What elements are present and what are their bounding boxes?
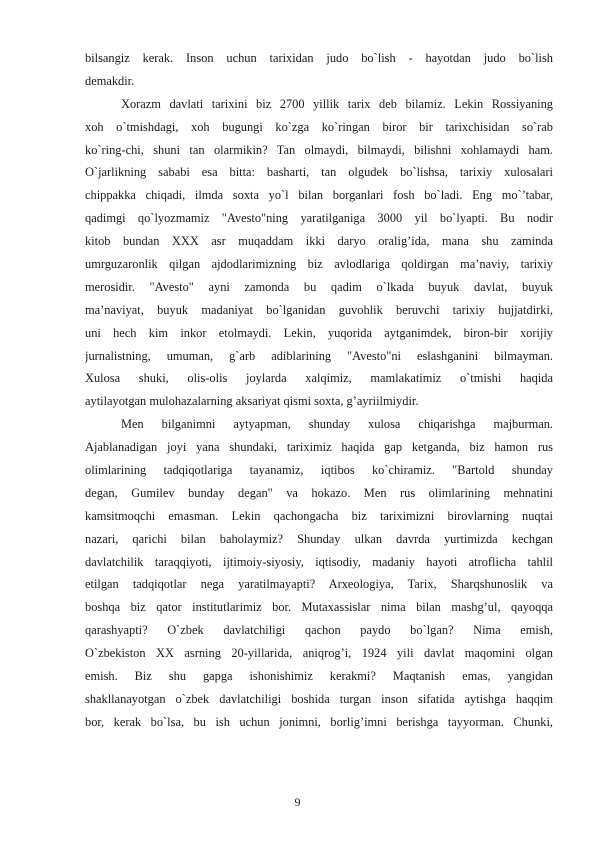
- text-line: shakllanayotgan o`zbek davlatchiligi boshida turgan inson sifatida aytishga haqqim: [85, 691, 553, 706]
- text-line: bilsangiz kerak. Inson uchun tarixidan judo bo`lish - hayotdan judo bo`lish: [85, 51, 553, 65]
- text-line: Men bilganimni aytyapman, shunday xulosa chiqarishga majburman.: [121, 417, 553, 432]
- text-line: degan, Gumilev bunday degan" va hokazo. Men rus olimlarining mehnatini: [85, 485, 553, 500]
- text-line: Xorazm davlati tarixini biz 2700 yillik tarix deb bilamiz. Lekin Rossiyaning: [121, 96, 553, 111]
- text-line: bor, kerak bo`lsa, bu ish uchun jonimni, borlig’imni berishga tayyorman. Chunki,: [85, 714, 553, 729]
- text-line: ko`ring-chi, shuni tan olarmikin? Tan olmaydi, bilmaydi, bilishni xohlamaydi ham.: [85, 142, 553, 157]
- text-line: kamsitmoqchi emasman. Lekin qachongacha biz tariximizni birovlarning nuqtai: [85, 508, 553, 523]
- text-line: qarashyapti? O`zbek davlatchiligi qachon paydo bo`lgan? Nima emish,: [85, 623, 553, 638]
- paragraph: [85, 93, 553, 413]
- text-line: Ajablanadigan joyi yana shundaki, tariximiz haqida gap ketganda, biz hamon rus: [85, 440, 553, 455]
- text-line: nazari, qarichi bilan baholaymiz? Shunday ulkan davrda yurtimizda kechgan: [85, 531, 553, 546]
- text-line: O`zbekiston XX asrning 20-yillarida, aniqrog’i, 1924 yili davlat maqomini olgan: [85, 646, 553, 661]
- body-text: [85, 47, 553, 734]
- text-line: O`jarlikning sababi esa bitta: basharti, tan olgudek bo`lishsa, tarixiy xulosalari: [85, 165, 553, 180]
- text-line: chippakka chiqadi, ilmda soxta yo`l bilan borganlari fosh bo`ladi. Eng mo`’tabar,: [85, 188, 553, 203]
- text-line: etilgan tadqiqotlar nega yaratilmayapti? Arxeologiya, Tarix, Sharqshunoslik va: [85, 577, 553, 592]
- text-line: uni hech kim inkor etolmaydi. Lekin, yuqorida aytganimdek, biron-bir xorijiy: [85, 325, 553, 340]
- text-line: aytilayotgan mulohazalarning aksariyat qismi soxta, g’ayriilmiydir.: [85, 394, 419, 409]
- text-line: umrguzaronlik qilgan ajdodlarimizning biz avlodlariga qoldirgan ma’naviy, tarixiy: [85, 257, 553, 272]
- text-line: ma’naviyat, buyuk madaniyat bo`lganidan guvohlik beruvchi tarixiy hujjatdirki,: [85, 302, 553, 317]
- text-line: olimlarining tadqiqotlariga tayanamiz, iqtibos ko`chiramiz. "Bartold shunday: [85, 463, 553, 478]
- paragraph: [85, 413, 553, 733]
- text-line: qadimgi qo`lyozmamiz "Avesto"ning yaratilganiga 3000 yil bo`lyapti. Bu nodir: [85, 211, 553, 226]
- text-line: demakdir.: [85, 73, 135, 88]
- text-line: davlatchilik taraqqiyoti, ijtimoiy-siyosiy, iqtisodiy, madaniy hayoti atroflicha tahlil: [85, 554, 553, 569]
- text-line: boshqa biz qator institutlarimiz bor. Mutaxassislar nima bilan mashg’ul, qayoqqa: [85, 600, 553, 615]
- text-line: emish. Biz shu gapga ishonishimiz kerakmi? Maqtanish emas, yangidan: [85, 669, 553, 684]
- text-line: jurnalistning, umuman, g`arb adiblarining "Avesto"ni eslashganini bilmayman.: [85, 348, 553, 363]
- text-line: xoh o`tmishdagi, xoh bugungi ko`zga ko`ringan biror bir tarixchisidan so`rab: [85, 119, 553, 134]
- text-line: Xulosa shuki, olis-olis joylarda xalqimiz, mamlakatimiz o`tmishi haqida: [85, 371, 553, 386]
- text-line: merosidir. "Avesto" ayni zamonda bu qadim o`lkada buyuk davlat, buyuk: [85, 279, 553, 294]
- text-line: kitob bundan XXX asr muqaddam ikki daryo oralig’ida, mana shu zaminda: [85, 234, 553, 249]
- paragraph: [85, 47, 553, 93]
- page-number: 9: [294, 795, 301, 809]
